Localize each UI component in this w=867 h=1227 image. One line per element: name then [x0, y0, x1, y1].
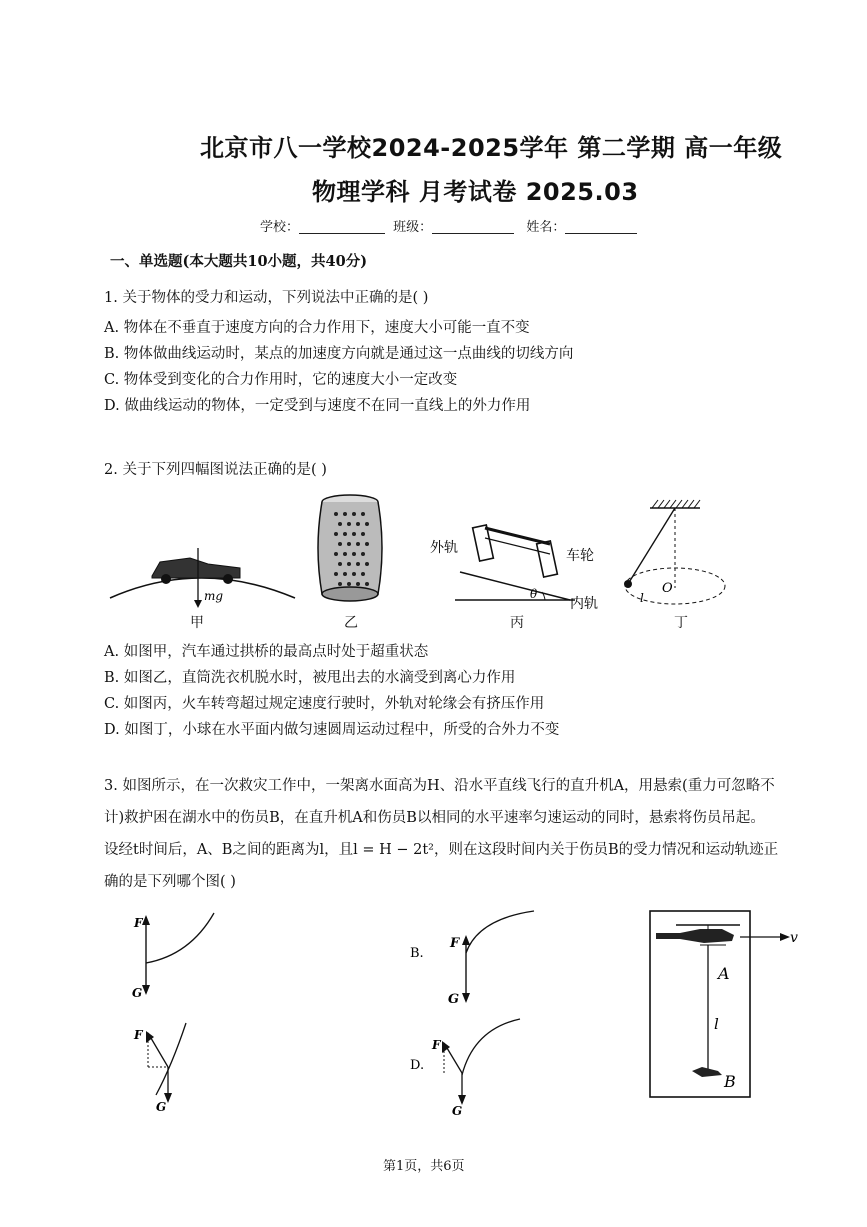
school-label: 学校： [260, 220, 300, 235]
q3-heli-b-label: B [724, 1072, 736, 1091]
fig-jia-bridge-car [110, 548, 295, 608]
q3-heli-a-label: A [718, 964, 730, 983]
page-footer: 第1页，共6页 [383, 1159, 465, 1174]
q3-stem-line3: 设经t时间后，A、B之间的距离为l，且l = H − 2t²，则在这段时间内关于伤员B的受力情况和运动轨迹正 [104, 842, 779, 858]
q3-b-label: B. [410, 946, 424, 961]
info-row [260, 216, 637, 235]
section-heading: 一、单选题(本大题共10小题，共40分) [110, 253, 368, 270]
fig-label-ding: 丁 [674, 615, 688, 631]
q3-a-f: F [134, 916, 143, 930]
q3-c-g: G [156, 1100, 167, 1114]
fig-outer-rail-label: 外轨 [430, 540, 458, 556]
q2-option-b[interactable]: B. 如图乙，直筒洗衣机脱水时，被甩出去的水滴受到离心力作用 [104, 670, 516, 686]
q3-d-label: D. [410, 1058, 425, 1073]
name-blank[interactable] [565, 219, 637, 234]
q3-l-label: l [714, 1015, 719, 1033]
q3-b-f: F [450, 936, 460, 951]
q1-stem: 1. 关于物体的受力和运动，下列说法中正确的是( ) [104, 290, 429, 306]
class-label: 班级： [393, 220, 433, 235]
q3-option-a-figure [132, 913, 214, 1000]
q3-a-g: G [132, 986, 143, 1000]
fig-theta-label: θ [530, 587, 538, 601]
fig-o-label: O [662, 581, 673, 596]
exam-title-line1: 北京市八一学校2024-2025学年 第二学期 高一年级 [200, 134, 783, 162]
q3-figures [100, 905, 798, 1125]
fig-mg-label: mg [204, 589, 224, 603]
q3-stem-line1: 3. 如图所示，在一次救灾工作中，一架离水面高为H、沿水平直线飞行的直升机A，用悬索(重力可忽略不 [104, 778, 775, 794]
fig-yi-drum [318, 495, 382, 601]
q3-option-d-figure [410, 1019, 520, 1118]
fig-wheel-label: 车轮 [566, 548, 594, 564]
fig-l-label: l [640, 591, 644, 605]
q3-option-b-figure [410, 911, 534, 1007]
fig-label-bing: 丙 [510, 615, 524, 631]
q3-d-g: G [452, 1104, 463, 1118]
q3-helicopter-figure [650, 911, 798, 1097]
fig-label-jia: 甲 [190, 615, 204, 631]
q1-option-b[interactable]: B. 物体做曲线运动时，某点的加速度方向就是通过这一点曲线的切线方向 [104, 346, 574, 362]
fig-bing-train-track [430, 525, 598, 612]
q3-c-f: F [134, 1028, 143, 1042]
q3-stem-line2: 计)救护困在湖水中的伤员B，在直升机A和伤员B以相同的水平速率匀速运动的同时，悬索将伤员吊起。 [104, 810, 765, 826]
q3-b-g: G [448, 992, 460, 1007]
q2-option-d[interactable]: D. 如图丁，小球在水平面内做匀速圆周运动过程中，所受的合外力不变 [104, 722, 560, 738]
class-blank[interactable] [432, 219, 514, 234]
q1-option-c[interactable]: C. 物体受到变化的合力作用时，它的速度大小一定改变 [104, 372, 458, 388]
q2-stem: 2. 关于下列四幅图说法正确的是( ) [104, 462, 327, 478]
name-label: 姓名： [526, 220, 566, 235]
q3-v-label: v [790, 930, 798, 946]
q3-stem-line4: 确的是下列哪个图( ) [104, 874, 236, 890]
q2-option-a[interactable]: A. 如图甲，汽车通过拱桥的最高点时处于超重状态 [104, 644, 429, 660]
exam-title-line2: 物理学科 月考试卷 2025.03 [312, 178, 639, 206]
q2-option-c[interactable]: C. 如图丙，火车转弯超过规定速度行驶时，外轨对轮缘会有挤压作用 [104, 696, 545, 712]
q1-option-d[interactable]: D. 做曲线运动的物体，一定受到与速度不在同一直线上的外力作用 [104, 398, 531, 414]
q1-option-a[interactable]: A. 物体在不垂直于速度方向的合力作用下，速度大小可能一直不变 [104, 320, 530, 336]
school-blank[interactable] [299, 219, 385, 234]
q3-option-c-figure [133, 1023, 186, 1114]
fig-ding-conical-pendulum [624, 500, 725, 605]
fig-inner-rail-label: 内轨 [570, 596, 598, 612]
fig-label-yi: 乙 [344, 615, 358, 631]
q3-d-f: F [432, 1038, 441, 1052]
